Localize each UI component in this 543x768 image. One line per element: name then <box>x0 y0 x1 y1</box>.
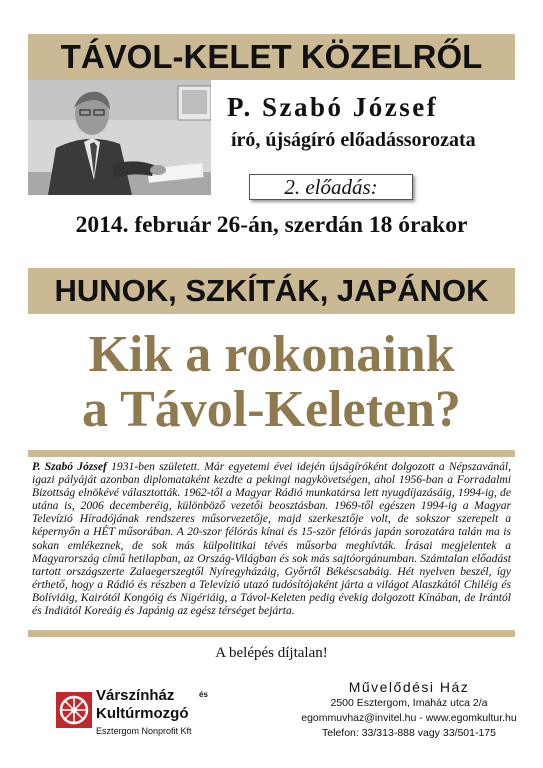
organizer-name-and: és <box>199 690 208 699</box>
lecture-number-box: 2. előadás: <box>249 174 413 200</box>
speaker-title: író, újságíró előadássorozata <box>231 129 476 151</box>
headline-line-1: Kik a rokonaink <box>88 326 455 383</box>
venue-phone: Telefon: 33/313-888 vagy 33/501-175 <box>322 727 496 739</box>
speaker-name: P. Szabó József <box>227 92 439 122</box>
venue-address: 2500 Esztergom, Imaház utca 2/a <box>330 697 488 709</box>
event-date: 2014. február 26-án, szerdán 18 órakor <box>75 212 468 238</box>
biography-text <box>32 460 511 617</box>
headline <box>0 327 543 437</box>
venue-name: Művelődési Ház <box>348 679 470 695</box>
organizer-name-line-2: Kultúrmozgó <box>96 705 189 722</box>
venue-contact: egommuvhaz@invitel.hu - www.egomkultur.hu <box>301 712 517 724</box>
series-title-banner: TÁVOL-KELET KÖZELRŐL <box>28 34 515 80</box>
organizer-name-line-1: Várszínház <box>96 687 175 704</box>
bio-body: 1931-ben született. Már egyetemi évei idején újságíróként dolgozott a Népszavánál, igazi pályáját azonban diplomataként kezdte a pekingi nagykövetségen, ahol 1956-ban a Forradalmi Bizottság elnökévé választották. 1962-től a Magyar Rádió munkatársa lett nyugdíjazásáig, 1994-ig, de utána is, 2006 decemberéig, különböző vezetői beosztásban. 1969-től egészen 1994-ig a Magyar Televízió Híradójának rendszeres műsorvezetője, majd szerkesztője volt, de sokszor szerepelt a képernyőn a HÉT műsorában. A 20-szor félórás kínai és 15-ször félórás japán sorozatára talán ma is sokan emlékeznek, de sok más külpolitikai tévés műsorba meghívták. Írásai megjelentek a Magyarország című hetilapban, az Ország-Világban és sok más sajtóorgánumban. Számtalan előadást tartott országszerte Zalaegerszegtől Nyíregyházáig, Győrtől Békéscsabáig. Hét nyelven beszél, így érthető, hogy a Rádió és részben a Televízió utazó tudósítójaként járta a világot Alaszkától Chiléig és Bolíviáig, Kairótól Kongóig és Nigériáig, a Távol-Keleten pedig évekig dolgozott Kínában, de Irántól és Indiától Koreáig és Japánig az egész térséget bejárta. <box>32 460 511 618</box>
wheel-logo-icon <box>56 692 92 728</box>
speaker-photo <box>28 80 211 195</box>
topic-banner: HUNOK, SZKÍTÁK, JAPÁNOK <box>28 268 515 314</box>
free-entry-notice: A belépés díjtalan! <box>215 645 328 661</box>
bio-name: P. Szabó József <box>32 460 107 473</box>
speaker-portrait-image <box>28 80 211 195</box>
organizer-subtitle: Esztergom Nonprofit Kft <box>96 726 192 736</box>
headline-line-2: a Távol-Keleten? <box>82 381 461 438</box>
divider-bottom <box>28 630 515 637</box>
divider-top <box>28 450 515 457</box>
